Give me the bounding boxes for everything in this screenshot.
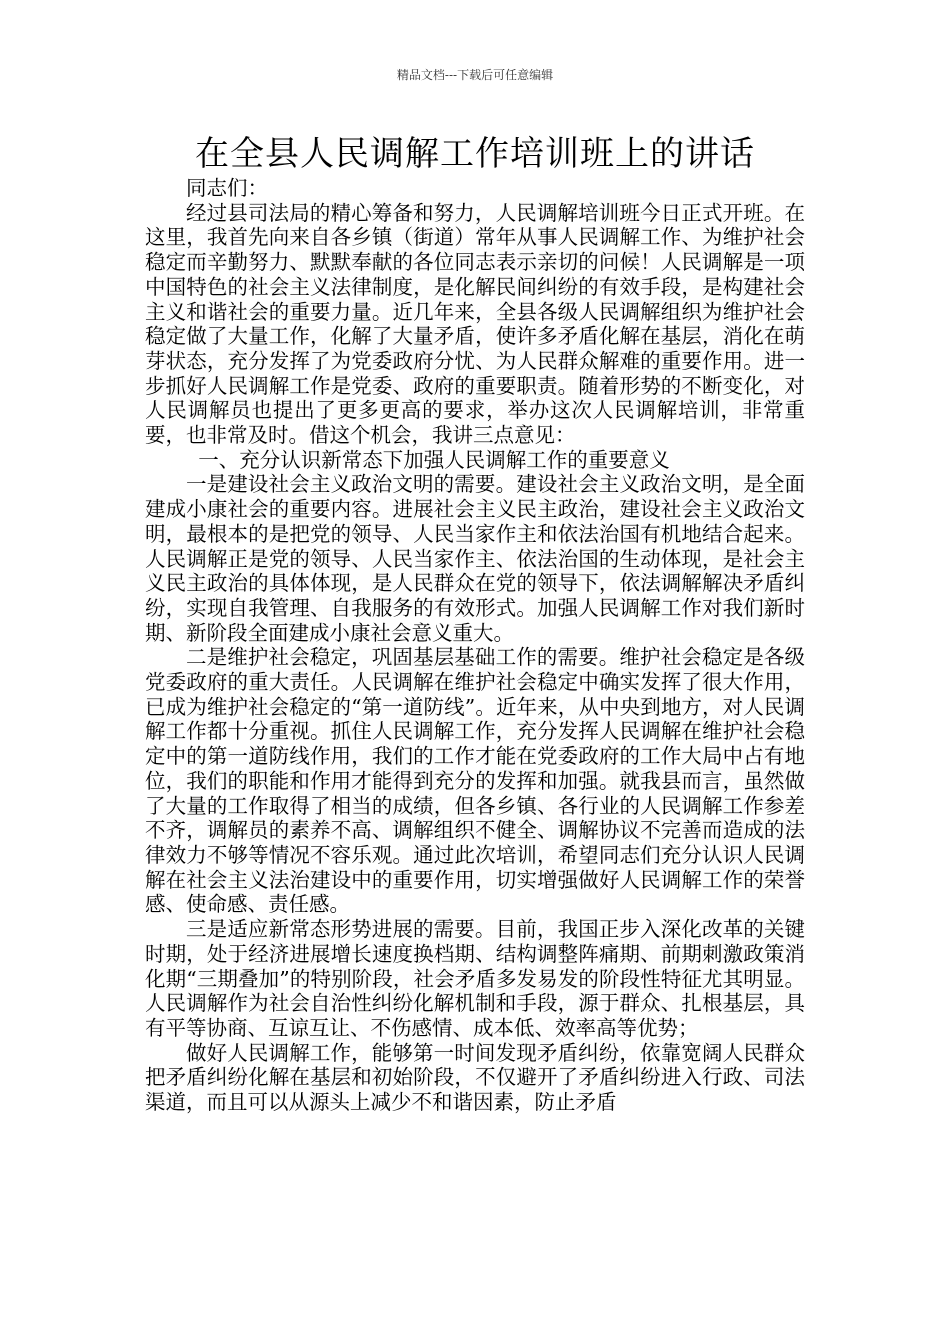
paragraph-continuation: 做好人民调解工作，能够第一时间发现矛盾纠纷，依靠宽阔人民群众把矛盾纠纷化解在基层和初始阶段，不仅避开了矛盾纠纷进入行政、司法渠道，而且可以从源头上减少不和谐因素，防止矛盾 (145, 1040, 805, 1115)
header-note: 精品文档---下载后可任意编辑 (396, 68, 554, 82)
section-heading-1: 一、充分认识新常态下加强人民调解工作的重要意义 (198, 447, 670, 472)
document-body (145, 176, 805, 1115)
paragraph-point-2: 二是维护社会稳定，巩固基层基础工作的需要。维护社会稳定是各级党委政府的重大责任。人民调解在维护社会稳定中确实发挥了很大作用，已成为维护社会稳定的“第一道防线”。近年来，从中央到地方，对人民调解工作都十分重视。抓住人民调解工作，充分发挥人民调解在维护社会稳定中的第一道防线作用，我们的工作才能在党委政府的工作大局中占有地位，我们的职能和作用才能得到充分的发挥和加强。就我县而言，虽然做了大量的工作取得了相当的成绩，但各乡镇、各行业的人民调解工作参差不齐，调解员的素养不高、调解组织不健全、调解协议不完善而造成的法律效力不够等情况不容乐观。通过此次培训，希望同志们充分认识人民调解在社会主义法治建设中的重要作用，切实增强做好人民调解工作的荣誉感、使命感、责任感。 (145, 645, 805, 917)
paragraph-intro: 经过县司法局的精心筹备和努力，人民调解培训班今日正式开班。在这里，我首先向来自各乡镇（街道）常年从事人民调解工作、为维护社会稳定而辛勤努力、默默奉献的各位同志表示亲切的问候！人民调解是一项中国特色的社会主义法律制度，是化解民间纠纷的有效手段，是构建社会主义和谐社会的重要力量。近几年来，全县各级人民调解组织为维护社会稳定做了大量工作，化解了大量矛盾，使许多矛盾化解在基层，消化在萌芽状态，充分发挥了为党委政府分忧、为人民群众解难的重要作用。进一步抓好人民调解工作是党委、政府的重要职责。随着形势的不断变化，对人民调解员也提出了更多更高的要求，举办这次人民调解培训，非常重要，也非常及时。借这个机会，我讲三点意见： (145, 200, 805, 448)
paragraph-point-3: 三是适应新常态形势进展的需要。目前，我国正步入深化改革的关键时期，处于经济进展增长速度换档期、结构调整阵痛期、前期刺激政策消化期“三期叠加”的特别阶段，社会矛盾多发易发的阶段性特征尤其明显。人民调解作为社会自治性纠纷化解机制和手段，源于群众、扎根基层，具有平等协商、互谅互让、不伤感情、成本低、效率高等优势； (145, 917, 805, 1040)
salutation: 同志们： (186, 176, 268, 200)
paragraph-point-1: 一是建设社会主义政治文明的需要。建设社会主义政治文明，是全面建成小康社会的重要内容。进展社会主义民主政治，建设社会主义政治文明，最根本的是把党的领导、人民当家作主和依法治国有机地结合起来。人民调解正是党的领导、人民当家作主、依法治国的生动体现，是社会主义民主政治的具体体现，是人民群众在党的领导下，依法调解解决矛盾纠纷，实现自我管理、自我服务的有效形式。加强人民调解工作对我们新时期、新阶段全面建成小康社会意义重大。 (145, 472, 805, 645)
document-title: 在全县人民调解工作培训班上的讲话 (195, 134, 755, 174)
